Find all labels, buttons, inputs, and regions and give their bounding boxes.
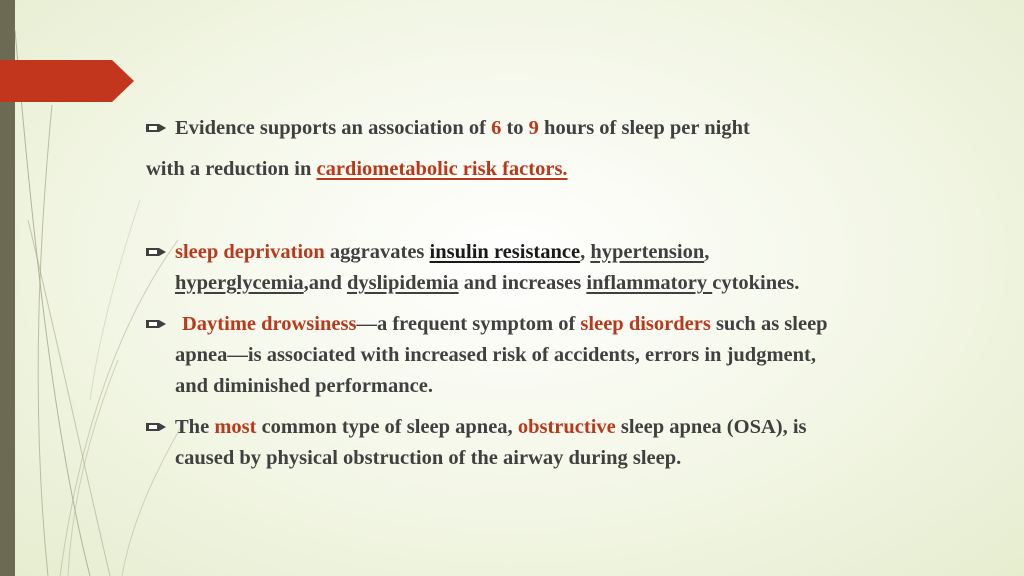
hyperglycemia-link[interactable]: hyperglycemia: [175, 272, 304, 294]
highlight-term: most: [214, 416, 257, 438]
text-segment: such as sleep: [710, 313, 828, 335]
decorative-curve: [15, 30, 90, 576]
title-accent-tab: [0, 60, 134, 102]
text-segment: The: [175, 416, 215, 438]
bullet-1-line-2: [146, 159, 568, 180]
hypertension-link[interactable]: hypertension: [590, 241, 705, 263]
pencil-icon: [146, 317, 166, 331]
text-segment: ,and: [303, 272, 347, 294]
bullet-3-line-2: apnea—is associated with increased risk of accidents, errors in judgment,: [175, 344, 816, 366]
highlight-number: 9: [528, 117, 539, 139]
bullet-2-line-2: [175, 273, 799, 294]
text-segment: ,: [580, 241, 591, 263]
text-segment: cytokines.: [712, 272, 800, 294]
text-segment: sleep apnea (OSA), is: [615, 416, 807, 438]
highlight-term: sleep disorders: [580, 313, 711, 335]
text-segment: aggravates: [324, 241, 430, 263]
text-segment: with a reduction in: [146, 158, 317, 180]
decorative-curve: [68, 360, 118, 576]
highlight-number: 6: [491, 117, 502, 139]
pencil-icon: [146, 245, 166, 259]
decorative-curve: [38, 105, 52, 576]
highlight-term: obstructive: [517, 416, 616, 438]
inflammatory-link[interactable]: inflammatory: [586, 272, 713, 294]
decorative-curve: [60, 240, 178, 576]
bullet-1-line-1: [175, 118, 750, 139]
highlight-term: Daytime drowsiness: [182, 313, 357, 335]
insulin-resistance-link[interactable]: insulin resistance: [429, 241, 581, 263]
cardiometabolic-link[interactable]: cardiometabolic risk factors.: [316, 158, 568, 180]
text-segment: hours of sleep per night: [538, 117, 750, 139]
text-segment: Evidence supports an association of: [175, 117, 492, 139]
pencil-icon: [146, 121, 166, 135]
bullet-4-line-1: [175, 417, 807, 438]
bullet-3-line-3: and diminished performance.: [175, 375, 433, 397]
decorative-curve: [122, 420, 185, 576]
decorative-curve: [90, 200, 140, 400]
dyslipidemia-link[interactable]: dyslipidemia: [346, 272, 459, 294]
text-segment: and increases: [458, 272, 587, 294]
text-segment: ,: [704, 241, 710, 263]
text-segment: —a frequent symptom of: [356, 313, 581, 335]
bullet-3-line-1: [182, 314, 828, 335]
highlight-term: sleep deprivation: [175, 241, 325, 263]
pencil-icon: [146, 420, 166, 434]
text-segment: common type of sleep apnea,: [256, 416, 518, 438]
bullet-2-line-1: [175, 242, 709, 263]
text-segment: to: [501, 117, 529, 139]
bullet-4-line-2: caused by physical obstruction of the airway during sleep.: [175, 447, 682, 469]
